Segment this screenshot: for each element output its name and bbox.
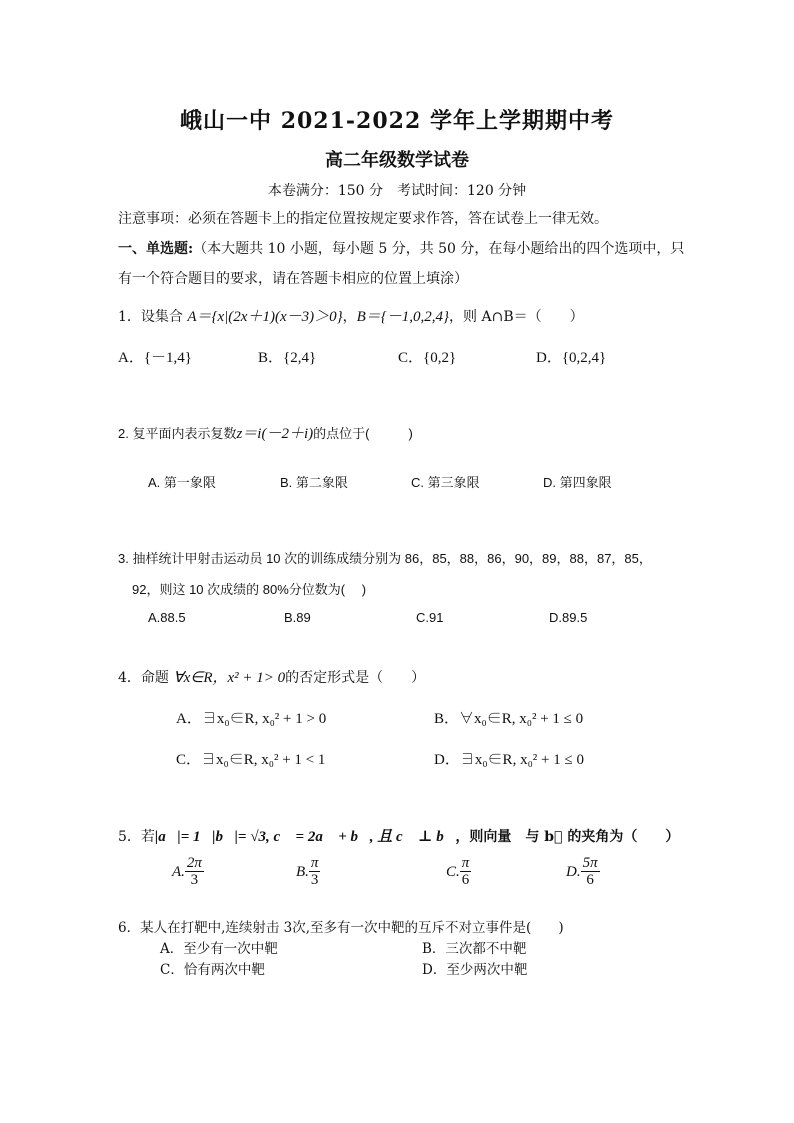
q1-set-b: B＝{－1,0,2,4} — [356, 309, 450, 325]
exam-notice: 注意事项：必须在答题卡上的指定位置按规定要求作答，答在试卷上一律无效。 — [118, 211, 608, 227]
q3-option-c: C.91 — [416, 610, 444, 625]
q6-option-a: A．至少有一次中靶 — [160, 941, 278, 957]
q5-option-d-fraction: $\frac{5\pi}{6}$ — [582, 855, 598, 888]
q1-option-b: B．{2,4} — [258, 350, 317, 366]
q1-option-d: D．{0,2,4} — [536, 350, 607, 366]
question-6-stem: 6．某人在打靶中,连续射击 3次,至多有一次中靶的互斥不对立事件是( ) — [118, 920, 564, 936]
section-desc-2: 有一个符合题目的要求，请在答题卡相应的位置上填涂） — [118, 271, 468, 287]
q3-option-d: D.89.5 — [549, 610, 588, 625]
exam-subtitle: 高二年级数学试卷 — [325, 150, 469, 171]
q5-expr: |a⃗|= 1，|b⃗|= √3, c⃗ = 2a⃗ + b⃗, 且 c⃗ ⊥ b⃗ — [154, 829, 456, 845]
section-desc-1: （本大题共 10 小题，每小题 5 分，共 50 分，在每小题给出的四个选项中，只 — [193, 241, 685, 257]
q4-option-b: B．∀x₀∈R, x₀² + 1 ≤ 0 — [434, 711, 584, 727]
q5-option-d: D. $\frac{5\pi}{6}$ — [566, 855, 598, 888]
question-3-stem-line2: 92，则这 10 次成绩的 80%分位数为( ) — [132, 582, 367, 597]
question-5-stem: 5．若|a⃗|= 1，|b⃗|= √3, c⃗ = 2a⃗ + b⃗, 且 c⃗ ⊥ b⃗，则向量 与 b⃗ 的夹角为（ ） — [118, 829, 680, 845]
q5-option-b-fraction: $\frac{\pi}{3}$ — [310, 855, 319, 888]
q2-expr: z＝i(－2＋i) — [236, 426, 314, 442]
q5-option-a: A. $\frac{2\pi}{3}$ — [172, 855, 202, 888]
question-2-stem: 2. 复平面内表示复数z＝i(－2＋i)的点位于( ) — [118, 426, 413, 442]
q3-option-b: B.89 — [284, 610, 311, 625]
q6-option-d: D．至少两次中靶 — [422, 962, 528, 978]
question-4-stem: 4．命题 ∀x∈R，x² + 1> 0的否定形式是（ ） — [118, 670, 426, 686]
q1-set-a: A＝{x|(2x＋1)(x－3)＞0} — [187, 309, 343, 325]
q1-option-a: A．{－1,4} — [118, 350, 192, 366]
q1-option-c: C．{0,2} — [398, 350, 457, 366]
q6-option-c: C．恰有两次中靶 — [160, 962, 265, 978]
q2-option-c: C. 第三象限 — [411, 475, 480, 490]
section-heading: 一、单选题: — [118, 241, 194, 257]
q5-option-c-fraction: $\frac{\pi}{6}$ — [461, 855, 470, 888]
q4-option-a: A．∃x₀∈R, x₀² + 1 > 0 — [176, 711, 327, 727]
q5-option-c: C. $\frac{\pi}{6}$ — [446, 855, 470, 888]
section-intro — [118, 238, 684, 258]
q2-option-b: B. 第二象限 — [280, 475, 348, 490]
q5-option-b: B. $\frac{\pi}{3}$ — [296, 855, 319, 888]
q4-option-c: C．∃x₀∈R, x₀² + 1 < 1 — [176, 752, 326, 768]
q5-option-a-fraction: $\frac{2\pi}{3}$ — [186, 855, 202, 888]
q3-option-a: A.88.5 — [148, 610, 186, 625]
q2-option-a: A. 第一象限 — [148, 475, 216, 490]
exam-meta: 本卷满分：150 分 考试时间：120 分钟 — [267, 183, 527, 199]
exam-title: 峨山一中 2021-2022 学年上学期期中考 — [180, 108, 614, 134]
q2-option-d: D. 第四象限 — [543, 475, 612, 490]
question-3-stem-line1: 3. 抽样统计甲射击运动员 10 次的训练成绩分别为 86，85，88，86，90，89，88，87，85， — [118, 551, 652, 566]
q4-expr: ∀x∈R，x² + 1> 0 — [173, 670, 286, 686]
q4-option-d: D．∃x₀∈R, x₀² + 1 ≤ 0 — [434, 752, 584, 768]
q6-option-b: B．三次都不中靶 — [422, 941, 527, 957]
question-1-stem: 1．设集合 A＝{x|(2x＋1)(x－3)＞0}，B＝{－1,0,2,4}，则 A∩B＝（ ） — [118, 309, 584, 325]
